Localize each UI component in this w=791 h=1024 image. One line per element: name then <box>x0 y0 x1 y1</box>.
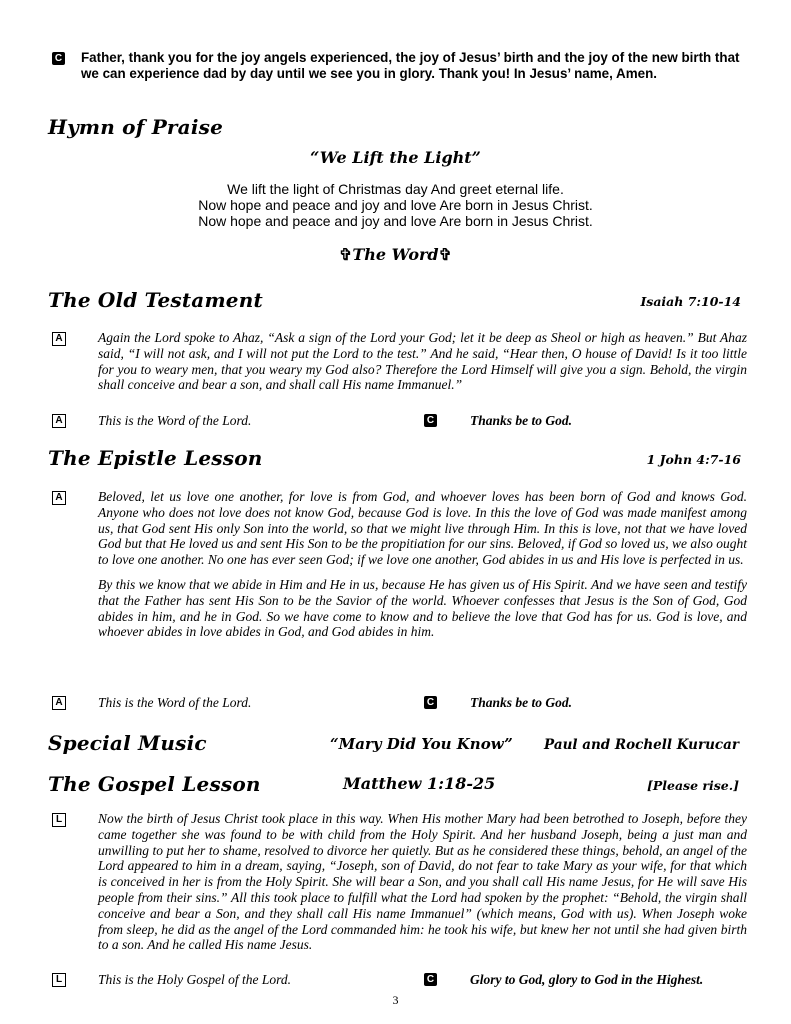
cross-icon: ✞ <box>438 245 453 264</box>
gospel-reading <box>52 811 747 962</box>
special-music-performers: Paul and Rochell Kurucar <box>544 737 739 753</box>
special-music-title: “Mary Did You Know” <box>330 735 513 753</box>
leader-response-text: This is the Word of the Lord. <box>98 413 252 428</box>
epistle-reading <box>52 489 747 649</box>
prayer-text: Father, thank you for the joy angels experienced, the joy of Jesus’ birth and the joy of the new birth that we can experience dad by day until we see you in glory. Thank you! In Jesus’ name, Amen. <box>81 50 740 81</box>
congregation-response-text: Thanks be to God. <box>470 413 573 428</box>
hymn-line: Now hope and peace and joy and love Are born in Jesus Christ. <box>198 213 593 229</box>
page-number: 3 <box>392 993 399 1007</box>
the-word-label: The Word <box>352 245 439 264</box>
reading-paragraph: By this we know that we abide in Him and He in us, because He has given us of His Spirit. And we have seen and testify that the Father has sent His Son to be the Savior of the world. Whoever confesses that Jesus is the Son of God, God abides in him, and he in God. So we have come to know and to believe the love that God has for us. God is love, and whoever abides in love abides in God, and God abides in him. <box>98 576 747 640</box>
reading-paragraph: Now the birth of Jesus Christ took place in this way. When His mother Mary had been betrothed to Joseph, before they came together she was found to be with child from the Holy Spirit. And her husband Joseph, being a just man and unwilling to put her to shame, resolved to divorce her quietly. But as he considered these things, behold, an angel of the Lord appeared to him in a dream, saying, “Joseph, son of David, do not fear to take Mary as your wife, for that which is conceived in her is from the Holy Spirit. She will bear a Son, and you shall call His name Jesus, for He will save His people from their sins.” All this took place to fulfill what the Lord had spoken by the prophet: “Behold, the virgin shall conceive and bear a Son, and they shall call His name Immanuel” (which means, God with us). When Joseph woke from sleep, he did as the angel of the Lord commanded him: he took his wife, but knew her not until she had given birth to a son. And he called His name Jesus. <box>98 811 747 953</box>
hymn-lyrics <box>0 181 791 229</box>
hymn-heading: Hymn of Praise <box>48 115 224 139</box>
hymn-line: We lift the light of Christmas day And greet eternal life. <box>227 181 564 197</box>
reading-text <box>98 811 747 953</box>
the-word-title <box>0 245 791 264</box>
old-testament-heading: The Old Testament <box>48 288 263 312</box>
congregation-badge: C <box>424 696 437 709</box>
assisting-minister-badge: A <box>52 332 66 346</box>
reading-paragraph: Again the Lord spoke to Ahaz, “Ask a sign of the Lord your God; let it be deep as Sheol or high as heaven.” But Ahaz said, “I will not ask, and I will not put the Lord to the test.” And he said, “Hear then, O house of David! Is it too little for you to weary men, that you weary my God also? Therefore the Lord Himself will give you a sign. Behold, the virgin shall conceive and bear a son, and shall call His name Immanuel.” <box>98 330 747 393</box>
congregation-response-text: Glory to God, glory to God in the Highest. <box>470 972 704 987</box>
epistle-reference: 1 John 4:7-16 <box>646 452 741 467</box>
gospel-response <box>52 972 752 988</box>
congregation-badge: C <box>52 52 65 65</box>
hymn-title: “We Lift the Light” <box>310 148 481 167</box>
lector-badge: L <box>52 813 66 827</box>
special-music-heading: Special Music <box>48 731 207 755</box>
lector-badge: L <box>52 973 66 987</box>
assisting-minister-badge: A <box>52 414 66 428</box>
assisting-minister-badge: A <box>52 696 66 710</box>
epistle-response <box>52 695 752 711</box>
reading-paragraph: Beloved, let us love one another, for love is from God, and whoever loves has been born of God and knows God. Anyone who does not love does not know God, because God is love. In this the love of God was made manifest among us, that God sent His only Son into the world, so that we might live through Him. In this is love, not that we have loved God but that He loved us and sent His Son to be the propitiation for our sins. Beloved, if God so loved us, we also ought to love one another. No one has ever seen God; if we love one another, God abides in us and His love is perfected in us. <box>98 489 747 568</box>
reading-text <box>98 330 747 393</box>
congregation-response-text: Thanks be to God. <box>470 695 573 710</box>
hymn-line: Now hope and peace and joy and love Are born in Jesus Christ. <box>198 197 593 213</box>
closing-prayer <box>52 50 752 82</box>
assisting-minister-badge: A <box>52 491 66 505</box>
old-testament-reading <box>52 330 747 402</box>
leader-response-text: This is the Word of the Lord. <box>98 695 252 710</box>
old-testament-response <box>52 413 752 429</box>
gospel-instruction: [Please rise.] <box>646 778 739 793</box>
old-testament-reference: Isaiah 7:10-14 <box>640 294 741 309</box>
reading-text <box>98 489 747 640</box>
leader-response-text: This is the Holy Gospel of the Lord. <box>98 972 292 987</box>
gospel-reference: Matthew 1:18-25 <box>343 774 496 793</box>
congregation-badge: C <box>424 414 437 427</box>
epistle-heading: The Epistle Lesson <box>48 446 263 470</box>
cross-icon: ✞ <box>338 245 353 264</box>
congregation-badge: C <box>424 973 437 986</box>
gospel-heading: The Gospel Lesson <box>48 772 261 796</box>
